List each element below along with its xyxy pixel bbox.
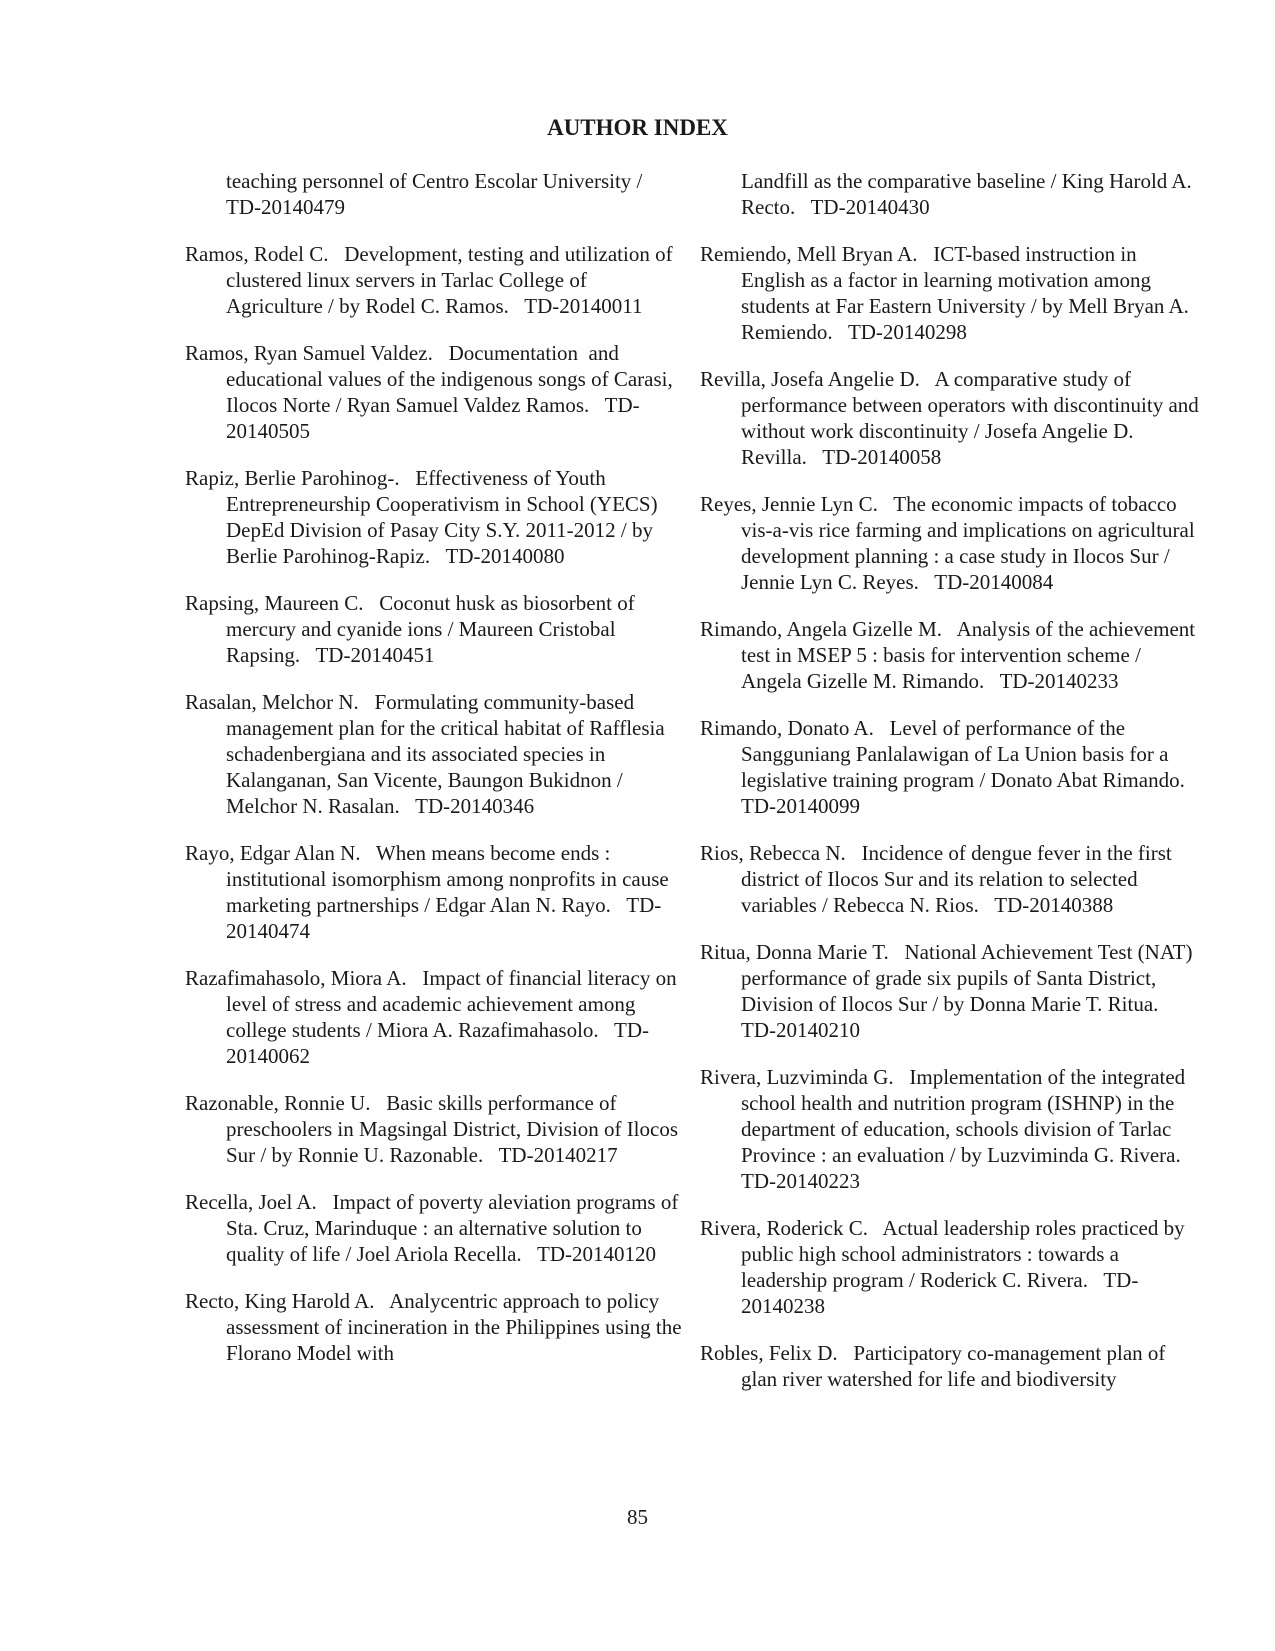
- index-entry: Revilla, Josefa Angelie D. A comparative study of performance between operators with discontinuity and without work discontinuity / Josefa Angelie D. Revilla. TD-20140058: [700, 367, 1205, 469]
- index-entry: Landfill as the comparative baseline / King Harold A. Recto. TD-20140430: [741, 169, 1198, 219]
- index-entry: Razafimahasolo, Miora A. Impact of financial literacy on level of stress and academic achievement among college students / Miora A. Razafimahasolo. TD-20140062: [185, 966, 682, 1068]
- index-entry: Recella, Joel A. Impact of poverty aleviation programs of Sta. Cruz, Marinduque : an alternative solution to quality of life / Joel Ariola Recella. TD-20140120: [185, 1190, 684, 1266]
- left-column: [185, 168, 685, 1387]
- index-entry: Rasalan, Melchor N. Formulating community-based management plan for the critical habitat of Rafflesia schadenbergiana and its associated species in Kalanganan, San Vicente, Baungon Bukidnon / Melchor N. Rasalan. TD-20140346: [185, 690, 670, 818]
- index-entry: Remiendo, Mell Bryan A. ICT-based instruction in English as a factor in learning motivation among students at Far Eastern University / by Mell Bryan A. Remiendo. TD-20140298: [700, 242, 1195, 344]
- index-entry: Rayo, Edgar Alan N. When means become ends : institutional isomorphism among nonprofits in cause marketing partnerships / Edgar Alan N. Rayo. TD-20140474: [185, 841, 674, 943]
- index-entry: Razonable, Ronnie U. Basic skills performance of preschoolers in Magsingal District, Division of Ilocos Sur / by Ronnie U. Razonable. TD-20140217: [185, 1091, 684, 1167]
- index-entry: Rapsing, Maureen C. Coconut husk as biosorbent of mercury and cyanide ions / Maureen Cristobal Rapsing. TD-20140451: [185, 591, 640, 667]
- index-entry: Recto, King Harold A. Analycentric approach to policy assessment of incineration in the Philippines using the Florano Model with: [185, 1289, 687, 1365]
- index-entry: Ramos, Rodel C. Development, testing and utilization of clustered linux servers in Tarlac College of Agriculture / by Rodel C. Ramos. TD-20140011: [185, 242, 678, 318]
- index-entry: Robles, Felix D. Participatory co-management plan of glan river watershed for life and biodiversity: [700, 1341, 1171, 1391]
- index-entry: Ritua, Donna Marie T. National Achievement Test (NAT) performance of grade six pupils of Santa District, Division of Ilocos Sur / by Donna Marie T. Ritua. TD-20140210: [700, 940, 1198, 1042]
- index-entry: Rivera, Roderick C. Actual leadership roles practiced by public high school administrators : towards a leadership program / Roderick C. Rivera. TD-20140238: [700, 1216, 1190, 1318]
- index-entry: Rimando, Angela Gizelle M. Analysis of the achievement test in MSEP 5 : basis for intervention scheme / Angela Gizelle M. Rimando. TD-20140233: [700, 617, 1201, 693]
- index-entry: Rimando, Donato A. Level of performance of the Sangguniang Panlalawigan of La Union basis for a legislative training program / Donato Abat Rimando. TD-20140099: [700, 716, 1201, 818]
- page-number: 85: [627, 1505, 648, 1529]
- page-title: AUTHOR INDEX: [547, 115, 728, 140]
- right-column: [700, 168, 1205, 1413]
- index-entry: Rivera, Luzviminda G. Implementation of the integrated school health and nutrition program (ISHNP) in the department of education, schools division of Tarlac Province : an evaluation / by Luzviminda G. Rivera. TD-20140223: [700, 1065, 1197, 1193]
- index-entry: Rios, Rebecca N. Incidence of dengue fever in the first district of Ilocos Sur and its relation to selected variables / Rebecca N. Rios. TD-20140388: [700, 841, 1177, 917]
- index-entry: Reyes, Jennie Lyn C. The economic impacts of tobacco vis-a-vis rice farming and implications on agricultural development planning : a case study in Ilocos Sur / Jennie Lyn C. Reyes. TD-20140084: [700, 492, 1200, 594]
- index-entry: teaching personnel of Centro Escolar University / TD-20140479: [226, 169, 658, 219]
- index-entry: Rapiz, Berlie Parohinog-. Effectiveness of Youth Entrepreneurship Cooperativism in School (YECS) DepEd Division of Pasay City S.Y. 2011-2012 / by Berlie Parohinog-Rapiz. TD-20140080: [185, 466, 663, 568]
- index-entry: Ramos, Ryan Samuel Valdez. Documentation and educational values of the indigenous songs of Carasi, Ilocos Norte / Ryan Samuel Valdez Ramos. TD-20140505: [185, 341, 678, 443]
